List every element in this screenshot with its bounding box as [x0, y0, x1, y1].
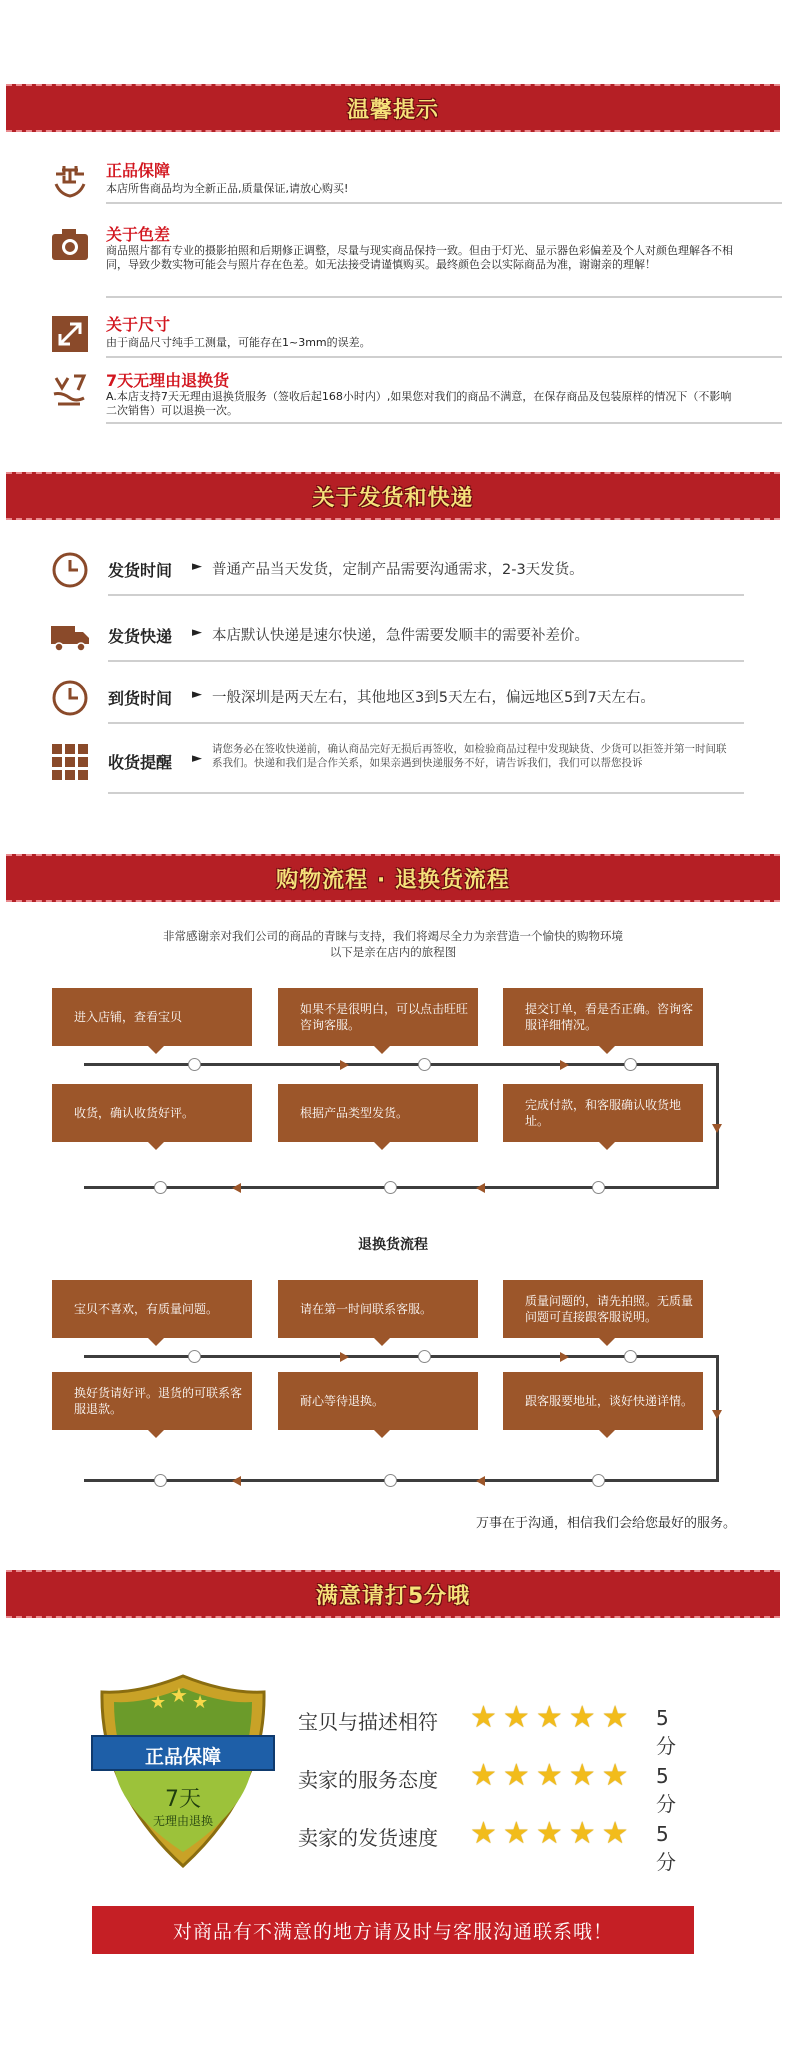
arrow-right-icon	[560, 1352, 569, 1362]
flow-node	[592, 1181, 605, 1194]
arrow-left-icon	[232, 1476, 241, 1486]
arrow-left-icon	[476, 1476, 485, 1486]
tip-desc: A.本店支持7天无理由退换货服务（签收后起168小时内）,如果您对我们的商品不满意，在保存商品及包装原样的情况下（不影响二次销售）可以退换一次。	[106, 390, 732, 417]
flow-node	[418, 1350, 431, 1363]
star-icon: ★	[502, 1700, 530, 1735]
divider	[108, 722, 744, 724]
flow-step: 请在第一时间联系客服。	[278, 1280, 478, 1338]
divider	[108, 594, 744, 596]
star-icon: ★	[470, 1758, 497, 1793]
divider	[108, 660, 744, 662]
flow-step: 如果不是很明白，可以点击旺旺咨询客服。	[278, 988, 478, 1046]
star-icon: ★	[601, 1816, 629, 1851]
flow-step: 收货，确认收货好评。	[52, 1084, 252, 1142]
return-hand-icon	[50, 370, 90, 410]
svg-text:★: ★	[170, 1683, 188, 1707]
tip-title: 7天无理由退换货	[106, 371, 230, 390]
truck-icon	[50, 616, 90, 656]
tips-title: 温馨提示	[346, 97, 439, 123]
flow-node	[188, 1058, 201, 1071]
play-arrow-icon: ►	[192, 751, 202, 766]
contact-service-bar	[92, 1906, 694, 1954]
shipping-text: 请您务必在签收快递前，确认商品完好无损后再签收，如检验商品过程中发现缺货、少货可以拒签并第一时间联系我们。快递和我们是合作关系，如果亲遇到快递服务不好，请告诉我们，我们可以帮您投诉	[212, 743, 727, 769]
divider	[108, 792, 744, 794]
flow-intro-line2: 以下是亲在店内的旅程图	[329, 945, 457, 959]
shipping-text: 一般深圳是两天左右，其他地区3到5天左右，偏远地区5到7天左右。	[212, 690, 655, 706]
shipping-label: 到货时间	[108, 689, 173, 708]
star-icon: ★	[535, 1700, 563, 1735]
rating-stars	[470, 1818, 629, 1850]
clock-icon	[50, 678, 90, 718]
play-arrow-icon: ►	[192, 559, 202, 574]
authentic-icon	[50, 160, 90, 200]
flow-node	[418, 1058, 431, 1071]
shipping-label: 收货提醒	[108, 753, 173, 772]
flow-line	[84, 1186, 719, 1189]
shipping-text: 普通产品当天发货，定制产品需要沟通需求，2-3天发货。	[212, 562, 584, 578]
flow-step: 宝贝不喜欢，有质量问题。	[52, 1280, 252, 1338]
shipping-row-arrival-time	[50, 674, 750, 724]
svg-text:★: ★	[192, 1692, 209, 1713]
tip-title: 关于色差	[106, 225, 171, 244]
arrow-left-icon	[232, 1183, 241, 1193]
arrow-down-icon	[712, 1410, 722, 1419]
shipping-title: 关于发货和快递	[312, 485, 474, 511]
flow-node	[624, 1058, 637, 1071]
shipping-row-dispatch-time	[50, 546, 750, 596]
flow-closing-text: 万事在于沟通，相信我们会给您最好的服务。	[475, 1516, 736, 1531]
arrow-right-icon	[560, 1060, 569, 1070]
star-icon: ★	[568, 1816, 596, 1851]
star-icon: ★	[568, 1700, 596, 1735]
flow-step: 完成付款，和客服确认收货地址。	[503, 1084, 703, 1142]
shipping-row-receipt-reminder	[50, 738, 750, 788]
shield-icon	[88, 1670, 278, 1870]
divider	[106, 296, 782, 298]
star-icon: ★	[470, 1816, 497, 1851]
shipping-banner	[6, 472, 780, 520]
contact-message: 对商品有不满意的地方请及时与客服沟通联系哦！	[172, 1920, 613, 1943]
shipping-label: 发货时间	[108, 561, 173, 580]
rating-label: 卖家的发货速度	[298, 1826, 438, 1850]
rating-label: 卖家的服务态度	[298, 1768, 438, 1792]
rating-label: 宝贝与描述相符	[298, 1710, 438, 1734]
flow-step: 提交订单，看是否正确。咨询客服详细情况。	[503, 988, 703, 1046]
flow-node	[188, 1350, 201, 1363]
flow-node	[154, 1474, 167, 1487]
authentic-guarantee-badge	[88, 1670, 278, 1870]
return-flow-title: 退换货流程	[358, 1237, 428, 1253]
flow-node	[592, 1474, 605, 1487]
star-icon: ★	[535, 1758, 563, 1793]
tip-title: 关于尺寸	[106, 315, 171, 334]
rating-banner	[6, 1570, 780, 1618]
star-icon: ★	[568, 1758, 596, 1793]
tip-desc: 商品照片都有专业的摄影拍照和后期修正调整，尽量与现实商品保持一致。但由于灯光、显示器色彩偏差及个人对颜色理解各不相同，导致少数实物可能会与照片存在色差。如无法接受请谨慎购买。最终颜色会以实际商品为准，谢谢亲的理解！	[106, 244, 733, 271]
flow-step: 耐心等待退换。	[278, 1372, 478, 1430]
shipping-row-courier	[50, 612, 750, 662]
play-arrow-icon: ►	[192, 625, 202, 640]
arrow-down-icon	[712, 1124, 722, 1133]
flow-banner	[6, 854, 780, 902]
star-icon: ★	[601, 1700, 629, 1735]
tip-title: 正品保障	[106, 161, 171, 180]
star-icon: ★	[502, 1816, 530, 1851]
rating-score: 5分	[656, 1706, 676, 1758]
flow-line	[84, 1355, 716, 1358]
flow-step: 换好货请好评。退货的可联系客服退款。	[52, 1372, 252, 1430]
flow-step: 进入店铺，查看宝贝	[52, 988, 252, 1046]
play-arrow-icon: ►	[192, 687, 202, 702]
shipping-label: 发货快递	[108, 627, 173, 646]
flow-step: 根据产品类型发货。	[278, 1084, 478, 1142]
grid-icon	[50, 742, 90, 782]
clock-icon	[50, 550, 90, 590]
shipping-text: 本店默认快递是速尔快递，急件需要发顺丰的需要补差价。	[212, 628, 589, 644]
rating-score: 5分	[656, 1822, 676, 1874]
badge-days-text: 7天	[165, 1787, 201, 1812]
badge-top-text: 正品保障	[144, 1746, 221, 1768]
rating-stars	[470, 1702, 629, 1734]
flow-node	[384, 1474, 397, 1487]
arrow-right-icon	[340, 1060, 349, 1070]
flow-line	[84, 1063, 716, 1066]
tip-desc: 由于商品尺寸纯手工测量，可能存在1~3mm的误差。	[106, 336, 371, 349]
divider	[106, 202, 782, 204]
star-icon: ★	[470, 1700, 497, 1735]
arrow-left-icon	[476, 1183, 485, 1193]
rating-stars	[470, 1760, 629, 1792]
flow-step: 质量问题的，请先拍照。无质量问题可直接跟客服说明。	[503, 1280, 703, 1338]
flow-intro-line1: 非常感谢亲对我们公司的商品的青睐与支持，我们将竭尽全力为亲营造一个愉快的购物环境	[163, 929, 623, 943]
flow-node	[154, 1181, 167, 1194]
svg-text:★: ★	[150, 1692, 167, 1713]
divider	[106, 356, 782, 358]
star-icon: ★	[535, 1816, 563, 1851]
flow-node	[384, 1181, 397, 1194]
flow-line	[84, 1479, 719, 1482]
resize-arrow-icon	[50, 314, 90, 354]
star-icon: ★	[502, 1758, 530, 1793]
divider	[106, 422, 782, 424]
tips-banner	[6, 84, 780, 132]
flow-step: 跟客服要地址，谈好快递详情。	[503, 1372, 703, 1430]
arrow-right-icon	[340, 1352, 349, 1362]
tip-desc: 本店所售商品均为全新正品,质量保证,请放心购买!	[106, 182, 349, 195]
camera-icon	[50, 224, 90, 264]
rating-title: 满意请打5分哦	[315, 1583, 471, 1609]
rating-score: 5分	[656, 1764, 676, 1816]
star-icon: ★	[601, 1758, 629, 1793]
flow-title: 购物流程 · 退换货流程	[276, 867, 510, 893]
badge-sub-text: 无理由退换	[152, 1814, 213, 1828]
flow-node	[624, 1350, 637, 1363]
